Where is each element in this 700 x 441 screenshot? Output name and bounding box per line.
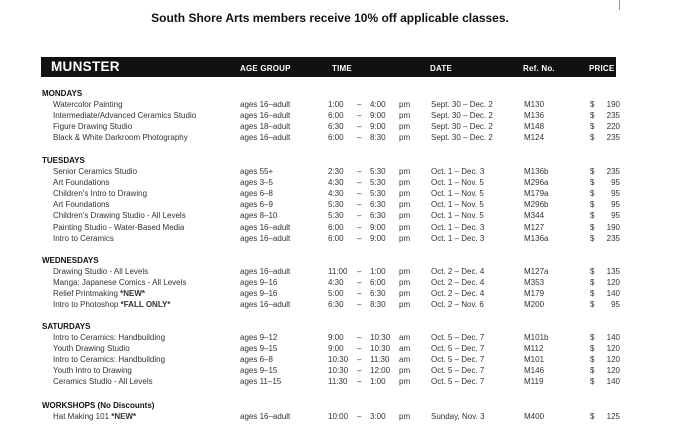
start-time: 9:00 <box>328 333 344 342</box>
section-heading: WORKSHOPS (No Discounts) <box>42 401 155 410</box>
class-name: Drawing Studio - All Levels <box>53 267 149 276</box>
age-group: ages 16–adult <box>240 233 291 243</box>
class-row <box>0 332 660 343</box>
age-group-column-header: AGE GROUP <box>240 64 291 73</box>
currency-symbol: $ <box>590 167 595 176</box>
section-heading: WEDNESDAYS <box>42 256 99 265</box>
ref-number: M344 <box>524 211 545 221</box>
start-time: 9:00 <box>328 344 344 354</box>
date-range: Oct. 5 – Dec. 7 <box>431 355 485 365</box>
am-pm: pm <box>399 412 411 421</box>
age-group: ages 16–adult <box>240 412 291 421</box>
section-heading: MONDAYS <box>42 89 83 98</box>
currency-symbol: $ <box>590 278 595 288</box>
end-time: 11:30 <box>370 355 390 365</box>
class-row <box>0 343 660 354</box>
currency-symbol: $ <box>590 100 595 109</box>
price: 190 <box>606 100 620 109</box>
end-time: 12:00 <box>370 366 391 376</box>
class-name-text: Hat Making 101 <box>53 412 110 421</box>
time-separator: – <box>357 167 362 176</box>
class-name: Ceramics Studio - All Levels <box>53 377 153 387</box>
ref-number: M127 <box>524 222 545 232</box>
time-separator: – <box>357 267 362 276</box>
end-time: 6:30 <box>370 200 386 210</box>
ref-number: M296b <box>524 200 549 210</box>
ref-number: M136b <box>524 167 549 176</box>
top-right-rule <box>619 0 620 10</box>
price: 120 <box>606 344 620 354</box>
class-row <box>0 233 660 244</box>
end-time: 9:00 <box>370 233 386 243</box>
currency-symbol: $ <box>590 289 595 299</box>
class-name <box>53 299 170 310</box>
time-separator: – <box>357 189 362 199</box>
class-tag: *FALL ONLY* <box>120 300 171 310</box>
currency-symbol: $ <box>590 189 595 199</box>
ref-number: M179 <box>524 289 545 299</box>
section-heading: TUESDAYS <box>42 156 85 165</box>
date-range: Sept. 30 – Dec. 2 <box>431 111 493 121</box>
start-time: 4:30 <box>328 178 344 188</box>
price: 95 <box>611 189 620 199</box>
ref-number: M296a <box>524 178 549 188</box>
ref-number: M179a <box>524 189 549 199</box>
ref-number: M119 <box>524 377 544 387</box>
section-heading: SATURDAYS <box>42 322 91 331</box>
price-column-header: PRICE <box>589 64 615 73</box>
date-range: Oct. 2 – Dec. 4 <box>431 267 485 276</box>
am-pm: pm <box>399 233 411 243</box>
end-time: 6:30 <box>370 289 386 299</box>
ref-number: M112 <box>524 344 544 354</box>
class-name: Youth Drawing Studio <box>53 344 130 354</box>
price: 140 <box>606 377 620 387</box>
age-group: ages 16–adult <box>240 100 291 109</box>
date-range: Oct. 1 – Dec. 3 <box>431 222 485 232</box>
class-name: Watercolor Painting <box>53 100 123 109</box>
time-separator: – <box>357 133 362 143</box>
time-separator: – <box>357 412 362 421</box>
date-range: Sept. 30 – Dec. 2 <box>431 100 493 109</box>
ref-number: M130 <box>524 100 545 109</box>
time-separator: – <box>357 100 362 109</box>
date-range: Oct. 1 – Dec. 3 <box>431 233 485 243</box>
currency-symbol: $ <box>590 178 595 188</box>
time-separator: – <box>357 111 362 121</box>
class-row <box>0 199 660 210</box>
time-separator: – <box>357 344 362 354</box>
age-group: ages 6–8 <box>240 189 273 199</box>
price: 120 <box>606 355 620 365</box>
end-time: 6:30 <box>370 211 386 221</box>
currency-symbol: $ <box>590 412 595 421</box>
price: 235 <box>606 111 620 121</box>
price: 190 <box>606 222 620 232</box>
price: 95 <box>611 178 620 188</box>
price: 220 <box>606 122 620 132</box>
time-separator: – <box>357 222 362 232</box>
class-row <box>0 99 660 110</box>
end-time: 1:00 <box>370 267 386 276</box>
age-group: ages 9–12 <box>240 333 278 342</box>
class-row <box>0 177 660 188</box>
date-range: Oct. 5 – Dec. 7 <box>431 366 485 376</box>
date-range: Oct. 1 – Nov. 5 <box>431 178 484 188</box>
time-separator: – <box>357 289 362 299</box>
ref-number: M148 <box>524 122 545 132</box>
am-pm: am <box>399 355 411 365</box>
date-range: Sept. 30 – Dec. 2 <box>431 122 493 132</box>
currency-symbol: $ <box>590 366 595 376</box>
class-name-text: Intro to Photoshop <box>53 300 119 310</box>
end-time: 8:30 <box>370 300 386 310</box>
age-group: ages 18–adult <box>240 122 291 132</box>
currency-symbol: $ <box>590 377 595 387</box>
start-time: 1:00 <box>328 100 344 109</box>
am-pm: pm <box>399 100 411 109</box>
start-time: 6:30 <box>328 300 344 310</box>
start-time: 5:30 <box>328 211 344 221</box>
currency-symbol: $ <box>590 122 595 132</box>
date-range: Oct. 1 – Nov. 5 <box>431 200 484 210</box>
class-row <box>0 121 660 132</box>
age-group: ages 11–15 <box>240 377 282 387</box>
age-group: ages 16–adult <box>240 300 291 310</box>
time-column-header: TIME <box>332 64 352 73</box>
start-time: 2:30 <box>328 167 344 176</box>
time-separator: – <box>357 355 362 365</box>
time-separator: – <box>357 300 362 310</box>
end-time: 5:30 <box>370 178 386 188</box>
date-range: Sept. 30 – Dec. 2 <box>431 133 493 143</box>
date-range: Oct. 5 – Dec. 7 <box>431 333 485 342</box>
ref-number: M127a <box>524 267 549 276</box>
age-group: ages 6–9 <box>240 200 273 210</box>
am-pm: am <box>399 344 411 354</box>
class-name: Art Foundations <box>53 200 110 210</box>
class-tag: *NEW* <box>111 412 137 421</box>
currency-symbol: $ <box>590 233 595 243</box>
date-column-header: DATE <box>430 64 452 73</box>
class-name: Painting Studio - Water-Based Media <box>53 222 185 232</box>
date-range: Oct. 5 – Dec. 7 <box>431 377 485 387</box>
class-row <box>0 110 660 121</box>
class-row <box>0 354 660 365</box>
age-group: ages 3–5 <box>240 178 273 188</box>
date-range: Oct. 2 – Dec. 4 <box>431 289 485 299</box>
am-pm: pm <box>399 222 411 232</box>
price: 125 <box>606 412 620 421</box>
age-group: ages 16–adult <box>240 111 291 121</box>
currency-symbol: $ <box>590 200 595 210</box>
age-group: ages 9–15 <box>240 366 278 376</box>
table-header <box>41 57 616 77</box>
am-pm: pm <box>399 133 411 143</box>
class-name <box>53 411 136 422</box>
class-name: Manga: Japanese Comics - All Levels <box>53 278 187 288</box>
class-row <box>0 288 660 299</box>
location-title: MUNSTER <box>51 59 120 74</box>
start-time: 5:30 <box>328 200 344 210</box>
currency-symbol: $ <box>590 267 595 276</box>
end-time: 10:30 <box>370 344 391 354</box>
date-range: Oct. 2 – Dec. 4 <box>431 278 485 288</box>
class-name: Children's Drawing Studio - All Levels <box>53 211 186 221</box>
price: 95 <box>611 200 620 210</box>
start-time: 11:30 <box>328 377 348 387</box>
price: 120 <box>606 366 620 376</box>
price: 95 <box>611 300 620 310</box>
price: 95 <box>611 211 620 221</box>
time-separator: – <box>357 211 362 221</box>
price: 235 <box>606 233 620 243</box>
ref-number: M101b <box>524 333 549 342</box>
am-pm: pm <box>399 167 411 176</box>
start-time: 4:30 <box>328 189 344 199</box>
class-row <box>0 166 660 177</box>
end-time: 9:00 <box>370 122 386 132</box>
class-name: Children's Intro to Drawing <box>53 189 148 199</box>
start-time: 6:00 <box>328 222 344 232</box>
class-name: Intro to Ceramics: Handbuilding <box>53 355 166 365</box>
class-tag: *NEW* <box>120 289 146 299</box>
currency-symbol: $ <box>590 211 595 221</box>
currency-symbol: $ <box>590 300 595 310</box>
price: 235 <box>606 167 620 176</box>
date-range: Oct. 1 – Nov. 5 <box>431 211 484 221</box>
end-time: 4:00 <box>370 100 386 109</box>
end-time: 9:00 <box>370 222 386 232</box>
end-time: 5:30 <box>370 189 386 199</box>
member-discount-notice: South Shore Arts members receive 10% off applicable classes. <box>151 11 509 25</box>
ref-number: M136a <box>524 233 549 243</box>
class-row <box>0 299 660 310</box>
time-separator: – <box>357 122 362 132</box>
class-name: Figure Drawing Studio <box>53 122 133 132</box>
ref-number: M124 <box>524 133 545 143</box>
currency-symbol: $ <box>590 222 595 232</box>
time-separator: – <box>357 278 362 288</box>
age-group: ages 6–8 <box>240 355 273 365</box>
am-pm: am <box>399 333 411 342</box>
am-pm: pm <box>399 300 411 310</box>
time-separator: – <box>357 200 362 210</box>
time-separator: – <box>357 366 362 376</box>
price: 135 <box>606 267 620 276</box>
start-time: 6:00 <box>328 111 344 121</box>
ref-number: M146 <box>524 366 545 376</box>
class-name: Youth Intro to Drawing <box>53 366 132 376</box>
date-range: Oct. 1 – Dec. 3 <box>431 167 485 176</box>
currency-symbol: $ <box>590 111 595 121</box>
date-range: Oct. 1 – Nov. 5 <box>431 189 484 199</box>
start-time: 6:00 <box>328 233 344 243</box>
class-name: Senior Ceramics Studio <box>53 167 138 176</box>
am-pm: pm <box>399 267 411 276</box>
currency-symbol: $ <box>590 133 595 143</box>
class-row <box>0 365 660 376</box>
class-name: Black & White Darkroom Photography <box>53 133 188 143</box>
price: 140 <box>606 333 620 342</box>
start-time: 5:00 <box>328 289 344 299</box>
am-pm: pm <box>399 289 411 299</box>
age-group: ages 9–16 <box>240 289 278 299</box>
start-time: 6:30 <box>328 122 344 132</box>
class-row <box>0 376 660 387</box>
start-time: 10:00 <box>328 412 349 421</box>
date-range: Oct. 2 – Nov. 6 <box>431 300 484 310</box>
ref-number: M200 <box>524 300 545 310</box>
am-pm: pm <box>399 189 411 199</box>
end-time: 6:00 <box>370 278 386 288</box>
end-time: 10:30 <box>370 333 391 342</box>
class-row <box>0 411 660 422</box>
age-group: ages 9–16 <box>240 278 278 288</box>
am-pm: pm <box>399 366 411 376</box>
age-group: ages 9–15 <box>240 344 278 354</box>
start-time: 6:00 <box>328 133 344 143</box>
end-time: 3:00 <box>370 412 386 421</box>
class-name-text: Relief Printmaking <box>53 289 118 299</box>
class-row <box>0 277 660 288</box>
class-name: Intro to Ceramics: Handbuilding <box>53 333 166 342</box>
am-pm: pm <box>399 211 411 221</box>
age-group: ages 8–10 <box>240 211 278 221</box>
end-time: 1:00 <box>370 377 386 387</box>
class-row <box>0 210 660 221</box>
age-group: ages 16–adult <box>240 133 291 143</box>
start-time: 10:30 <box>328 366 349 376</box>
am-pm: pm <box>399 278 411 288</box>
start-time: 4:30 <box>328 278 344 288</box>
class-row <box>0 222 660 233</box>
start-time: 11:00 <box>328 267 348 276</box>
am-pm: pm <box>399 111 411 121</box>
ref-number: M400 <box>524 412 545 421</box>
ref-number: M136 <box>524 111 545 121</box>
end-time: 5:30 <box>370 167 386 176</box>
ref-number: M353 <box>524 278 545 288</box>
currency-symbol: $ <box>590 355 595 365</box>
class-row <box>0 132 660 143</box>
price: 120 <box>606 278 620 288</box>
age-group: ages 55+ <box>240 167 274 176</box>
date-range: Sunday, Nov. 3 <box>431 412 485 421</box>
class-name <box>53 288 145 299</box>
ref-number: M101 <box>524 355 545 365</box>
end-time: 8:30 <box>370 133 386 143</box>
age-group: ages 16–adult <box>240 267 291 276</box>
class-name: Intermediate/Advanced Ceramics Studio <box>53 111 197 121</box>
am-pm: pm <box>399 377 411 387</box>
am-pm: pm <box>399 122 411 132</box>
am-pm: pm <box>399 178 411 188</box>
time-separator: – <box>357 377 362 387</box>
time-separator: – <box>357 178 362 188</box>
price: 235 <box>606 133 620 143</box>
ref-number-column-header: Ref. No. <box>523 64 555 73</box>
class-row <box>0 266 660 277</box>
time-separator: – <box>357 333 362 342</box>
time-separator: – <box>357 233 362 243</box>
class-name: Art Foundations <box>53 178 110 188</box>
am-pm: pm <box>399 200 411 210</box>
end-time: 9:00 <box>370 111 386 121</box>
class-row <box>0 188 660 199</box>
age-group: ages 16–adult <box>240 222 291 232</box>
start-time: 10:30 <box>328 355 349 365</box>
class-name: Intro to Ceramics <box>53 233 114 243</box>
currency-symbol: $ <box>590 333 595 342</box>
date-range: Oct. 5 – Dec. 7 <box>431 344 485 354</box>
price: 140 <box>606 289 620 299</box>
currency-symbol: $ <box>590 344 595 354</box>
